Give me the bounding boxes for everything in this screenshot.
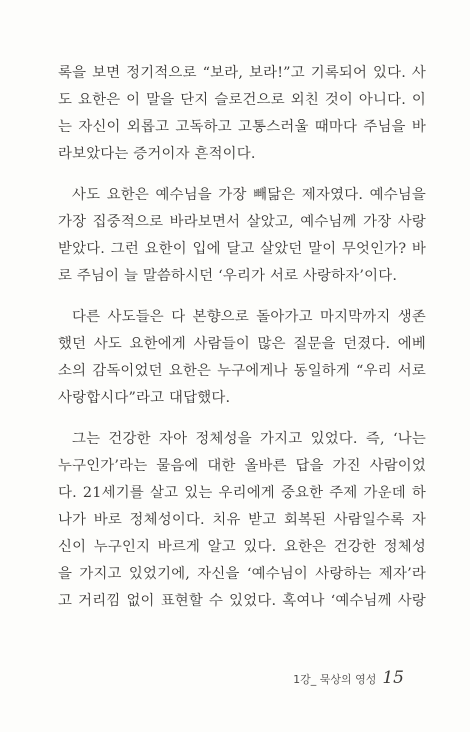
- text-line: 다른 사도들은 다 본향으로 돌아가고 마지막까지 생존: [72, 309, 426, 325]
- text-line: 사랑합시다”라고 대답했다.: [58, 390, 231, 406]
- text-line: 는 자신이 외롭고 고독하고 고통스러울 때마다 주님을 바: [58, 119, 426, 135]
- text-line: 했던 사도 요한에게 사람들이 많은 질문을 던졌다. 에베: [58, 336, 426, 352]
- text-line: 사도 요한은 예수님을 가장 빼닮은 제자였다. 예수님을: [72, 187, 426, 203]
- text-line: 라보았다는 증거이자 흔적이다.: [58, 146, 256, 162]
- page-number: 15: [382, 668, 404, 688]
- text-line: 나가 바로 정체성이다. 치유 받고 회복된 사람일수록 자: [58, 512, 426, 528]
- paragraph: [58, 426, 426, 615]
- text-line: 을 가지고 있었기에, 자신을 ‘예수님이 사랑하는 제자’라: [58, 566, 426, 582]
- page-footer: [293, 668, 404, 692]
- text-line: 록을 보면 정기적으로 “보라, 보라!”고 기록되어 있다. 사: [58, 65, 426, 81]
- text-line: 다. 21세기를 살고 있는 우리에게 중요한 주제 가운데 하: [58, 485, 426, 501]
- paragraph: [58, 182, 426, 290]
- paragraph: [58, 304, 426, 412]
- body-text: [58, 60, 426, 629]
- text-line: 고 거리낌 없이 표현할 수 있었다. 혹여나 ‘예수님께 사랑: [58, 593, 426, 609]
- text-line: 도 요한은 이 말을 단지 슬로건으로 외친 것이 아니다. 이: [58, 92, 426, 108]
- text-line: 로 주님이 늘 말씀하시던 ‘우리가 서로 사랑하자’이다.: [58, 268, 398, 284]
- text-line: 가장 집중적으로 바라보면서 살았고, 예수님께 가장 사랑: [58, 214, 426, 230]
- text-line: 신이 누구인지 바르게 알고 있다. 요한은 건강한 정체성: [58, 539, 426, 555]
- text-line: 받았다. 그런 요한이 입에 달고 살았던 말이 무엇인가? 바: [58, 241, 426, 257]
- chapter-title: 1강_ 묵상의 영성: [293, 673, 377, 686]
- text-line: 누구인가’라는 물음에 대한 올바른 답을 가진 사람이었: [58, 458, 426, 474]
- text-line: 그는 건강한 자아 정체성을 가지고 있었다. 즉, ‘나는: [72, 431, 426, 447]
- text-line: 소의 감독이었던 요한은 누구에게나 동일하게 “우리 서로: [58, 363, 426, 379]
- paragraph: [58, 60, 426, 168]
